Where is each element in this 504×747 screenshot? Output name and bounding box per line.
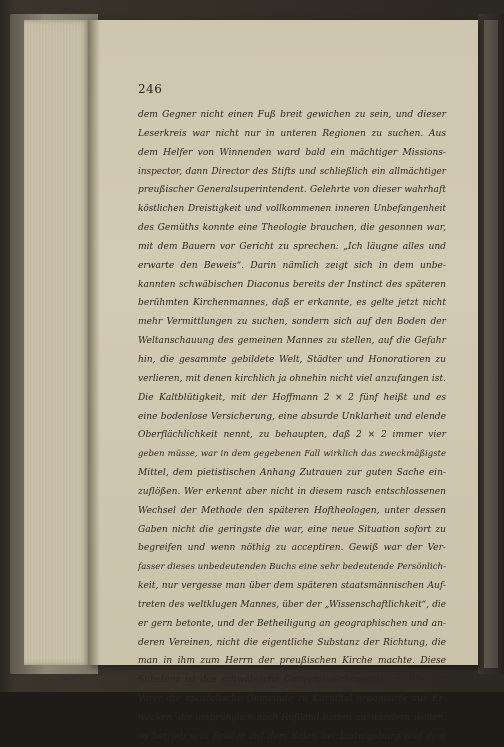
text-line: so betrieb sein Bruder auf dem Salon bei Ludwigsburg und dem — [138, 731, 446, 742]
text-line: Mittel, dem pietistischen Anhang Zutrauen zur guten Sache ein- — [138, 468, 446, 479]
text-line: Weltanschauung des gemeinen Mannes zu stellen, auf die Gefahr — [138, 336, 446, 347]
text-line: mit dem Bauern vor Gericht zu sprechen: „Ich läugne alles und — [138, 241, 446, 252]
page-stack-edge — [24, 20, 90, 665]
text-line: dem Helfer von Winnenden ward bald ein mächtiger Missions- — [138, 147, 446, 158]
text-line: dem Gegner nicht einen Fuß breit gewichen zu sein, und dieser — [138, 110, 446, 120]
text-line: treten des weltklugen Mannes, über der „Wissenschaftlichkeit“, die — [138, 599, 446, 610]
text-line: preußischer Generalsuperintendent. Gelehrte von dieser wahrhaft — [138, 185, 446, 196]
text-line: Substanz ist das schwäbische Conventikelchristenthum. Wie der — [138, 675, 446, 686]
text-line: man in ihm zum Herrn der preußischen Kirche machte. Diese — [138, 656, 446, 667]
text-line: deren Vereinen, nicht die eigentliche Substanz der Richtung, die — [138, 637, 446, 648]
text-line: berühmten Kirchenmannes, daß er erkannte, es gelte jetzt nicht — [138, 298, 446, 309]
text-line: eine bodenlose Versicherung, eine absurde Unklarheit und elende — [138, 411, 446, 422]
text-line: kannten schwäbischen Diaconus bereits der Instinct des späteren — [138, 279, 446, 290]
facing-page-edge — [484, 20, 498, 668]
text-line: Oberflächlichkeit nennt, zu behaupten, daß 2 × 2 immer vier — [138, 430, 446, 441]
text-line: begreifen und wenn nöthig zu acceptiren. Gewiß war der Ver- — [138, 543, 446, 554]
text-line: des Gemüths konnte eine Theologie brauchen, die gesonnen war, — [138, 223, 446, 234]
text-line: inspector, dann Director des Stifts und schließlich ein allmächtiger — [138, 166, 446, 177]
page-number: 246 — [138, 82, 163, 96]
text-line: köstlichen Dreistigkeit und vollkommenen inneren Unbefangenheit — [138, 204, 446, 215]
book-page — [88, 20, 478, 742]
text-line: Die Kaltblütigkeit, mit der Hoffmann 2 × 2 fünf heißt und es — [138, 392, 446, 403]
text-line: Gaben nicht die geringste die war, eine neue Situation sofort zu — [138, 524, 446, 535]
text-line: mehr Vermittlungen zu suchen, sondern sich auf den Boden der — [138, 317, 446, 328]
text-line: erwarte den Beweis“. Darin nämlich zeigt sich in dem unbe- — [138, 260, 446, 271]
gutter-shadow — [88, 20, 100, 665]
text-line: geben müsse, war in dem gegebenen Fall wirklich das zweckmäßigste — [138, 449, 446, 460]
text-line: Vater die apostolische Gemeinde zu Kornthal organisirte aus Er- — [138, 694, 446, 705]
text-line: keit, nur vergesse man über dem späteren staatsmännischen Auf- — [138, 581, 446, 592]
book-right-edge — [478, 14, 504, 674]
text-line: Wechsel der Methode den späteren Hoftheologen, unter dessen — [138, 505, 446, 516]
text-line: fasser dieses unbedeutenden Buchs eine sehr bedeutende Persönlich- — [138, 562, 447, 573]
text-line: Leserkreis war nicht nur in unteren Regionen zu suchen. Aus — [138, 128, 446, 139]
body-text — [138, 106, 446, 747]
text-line: wecken, die ursprünglich nach Rußland hatten auswandern wollen, — [138, 713, 446, 723]
text-line: verlieren, mit denen kirchlich ja ohnehin nicht viel anzufangen ist. — [138, 373, 446, 384]
text-line: er gern betonte, und der Betheiligung an geographischen und an- — [138, 618, 446, 629]
text-line: zuflößen. Wer erkennt aber nicht in diesem rasch entschlossenen — [138, 486, 446, 497]
text-line: hin, die gesammte gebildete Welt, Städter und Honoratioren zu — [138, 354, 446, 365]
